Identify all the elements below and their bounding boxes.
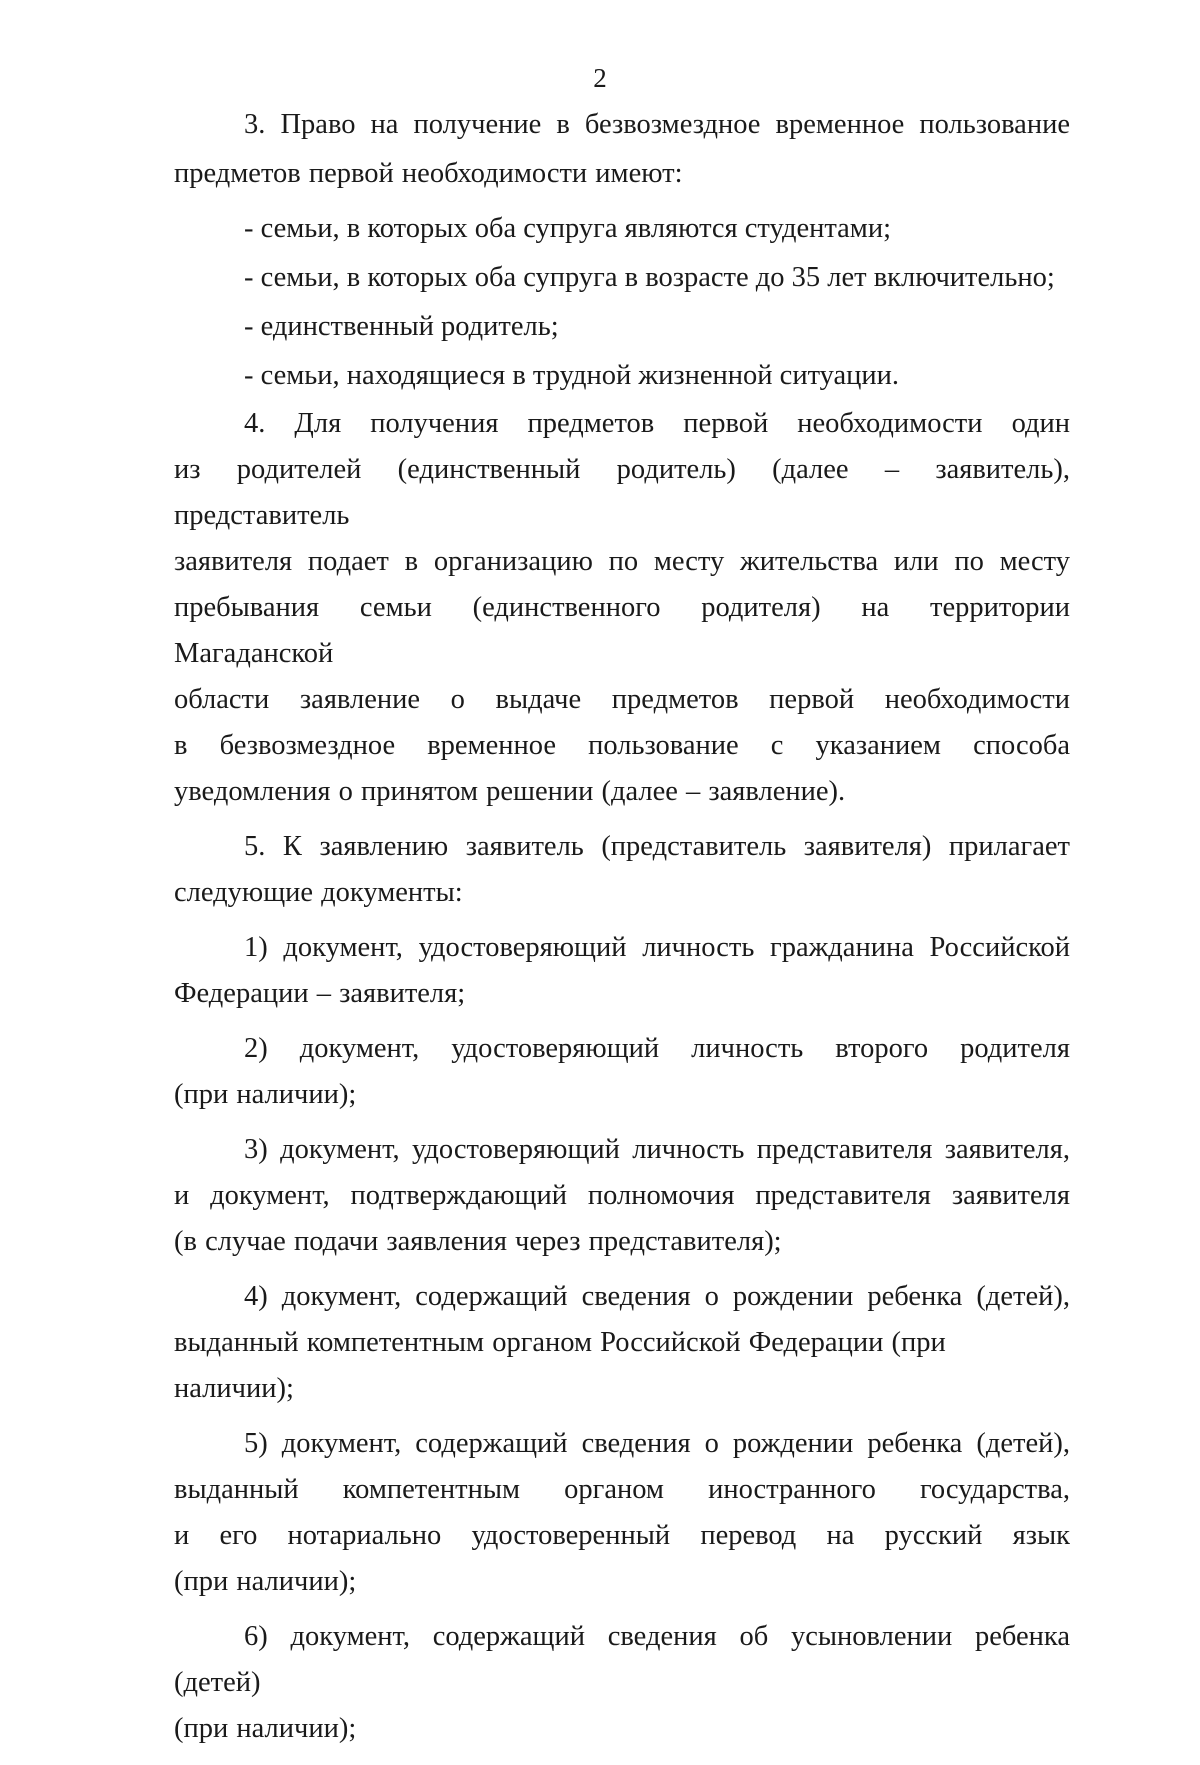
list-item: - единственный родитель; (244, 311, 559, 342)
paragraph-line: (при наличии); (174, 1079, 357, 1110)
document-body (174, 101, 1070, 1765)
page-number: 2 (593, 63, 607, 93)
paragraph-line: 1) документ, удостоверяющий личность гражданина Российской (244, 932, 1070, 963)
paragraph-line: области заявление о выдаче предметов первой необходимости (174, 684, 1070, 715)
paragraph-line: выданный компетентным органом иностранного государства, (174, 1474, 1070, 1505)
document-item-4 (174, 1274, 1070, 1412)
paragraph-line: 3) документ, удостоверяющий личность представителя заявителя, (244, 1134, 1070, 1165)
paragraph-5 (174, 824, 1070, 916)
list-item: - семьи, в которых оба супруга являются студентами; (244, 213, 892, 244)
paragraph-line: 5. К заявлению заявитель (представитель заявителя) прилагает (244, 831, 1070, 862)
list-item: - семьи, находящиеся в трудной жизненной ситуации. (244, 360, 900, 391)
paragraph-line: 3. Право на получение в безвозмездное временное пользование (244, 109, 1070, 140)
paragraph-line: (при наличии); (174, 1713, 357, 1744)
paragraph-line: (при наличии); (174, 1566, 357, 1597)
paragraph-line: 6) документ, содержащий сведения об усыновлении ребенка (детей) (174, 1621, 1070, 1698)
document-item-3 (174, 1127, 1070, 1265)
paragraph-line: 4. Для получения предметов первой необходимости один (244, 408, 1070, 439)
paragraph-3 (174, 101, 1070, 198)
paragraph-4 (174, 401, 1070, 815)
paragraph-line: пребывания семьи (единственного родителя) на территории Магаданской (174, 592, 1070, 669)
paragraph-line: следующие документы: (174, 877, 463, 908)
document-item-6 (174, 1614, 1070, 1752)
paragraph-line: в безвозмездное временное пользование с указанием способа (174, 730, 1070, 761)
paragraph-line: Федерации – заявителя; (174, 978, 466, 1009)
paragraph-line: и документ, подтверждающий полномочия представителя заявителя (174, 1180, 1070, 1211)
paragraph-line: 2) документ, удостоверяющий личность второго родителя (244, 1033, 1070, 1064)
document-item-5 (174, 1421, 1070, 1605)
document-item-2 (174, 1026, 1070, 1118)
list-item: - семьи, в которых оба супруга в возрасте до 35 лет включительно; (244, 262, 1055, 293)
paragraph-line: из родителей (единственный родитель) (далее – заявитель), представитель (174, 454, 1070, 531)
paragraph-line: предметов первой необходимости имеют: (174, 157, 683, 189)
paragraph-line: (в случае подачи заявления через представителя); (174, 1226, 782, 1257)
paragraph-line: уведомления о принятом решении (далее – заявление). (174, 776, 846, 807)
paragraph-line: выданный компетентным органом Российской Федерации (при наличии); (174, 1327, 946, 1404)
paragraph-line: 4) документ, содержащий сведения о рождении ребенка (детей), (244, 1281, 1070, 1312)
paragraph-line: заявителя подает в организацию по месту жительства или по месту (174, 546, 1070, 577)
document-item-1 (174, 925, 1070, 1017)
paragraph-line: 5) документ, содержащий сведения о рождении ребенка (детей), (244, 1428, 1070, 1459)
paragraph-line: и его нотариально удостоверенный перевод на русский язык (174, 1520, 1070, 1551)
